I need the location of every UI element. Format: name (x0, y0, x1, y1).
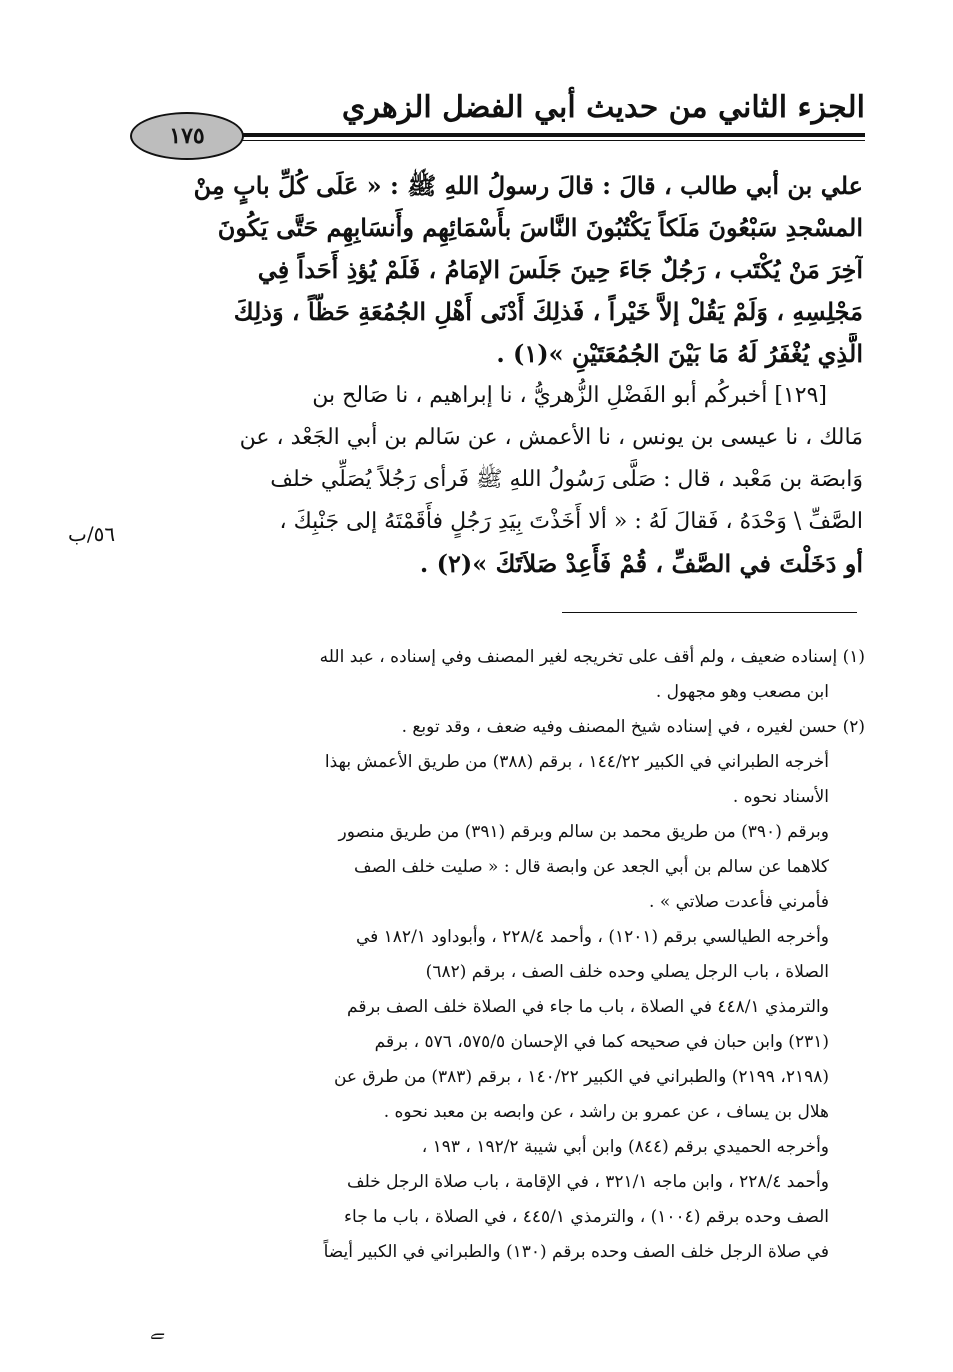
footnote-line: كلاهما عن سالم بن أبي الجعد عن وابصة قال : « صليت خلف الصف (353, 857, 829, 877)
footnote-divider (562, 612, 857, 613)
footnote-line: في صلاة الرجل خلف الصف وحده برقم (١٣٠) والطبراني في الكبير أيضاً (323, 1242, 829, 1262)
header-rule-thin (190, 140, 865, 141)
footnote-line: الصلاة ، باب الرجل يصلي وحده خلف الصف ، برقم (٦٨٢) (425, 962, 829, 982)
manuscript-folio-note: ٥٦/ب (68, 522, 116, 546)
running-title: الجزء الثاني من حديث أبي الفضل الزهري (341, 90, 865, 125)
footnote-line: والترمذي ٤٤٨/١ في الصلاة ، باب ما جاء في الصلاة خلف الصف برقم (347, 997, 829, 1017)
text-line: المسْجدِ سَبْعُونَ مَلَكاً يَكْتُبُونَ النَّاسَ بأَسْمَائِهِم وأَنسَابِهِم حَتَّى يَكُونَ (217, 213, 863, 242)
text-line: [١٢٩] أخبركُم أبو الفَضْلِ الزُّهريُّ ، نا إبراهيم ، نا صَالح بن (312, 383, 827, 408)
footnotes (150, 640, 865, 1270)
footnote-line: وأخرجه الحميدي برقم (٨٤٤) وابن أبي شيبة ١٩٢/٢ ، ١٩٣ ، (421, 1137, 829, 1157)
footnote-line: (٢١٩٨، ٢١٩٩) والطبراني في الكبير ١٤٠/٢٢ ، برقم (٣٨٣) من طرق عن (333, 1067, 829, 1087)
text-line: مَالك ، نا عيسى بن يونس ، نا الأعمش ، عن سَالم بن أبي الجَعْد ، عن (239, 425, 863, 450)
text-line: علي بن أبي طالب ، قالَ : قالَ رسولُ اللهِ ﷺ : « عَلَى كُلِّ بابٍ مِنْ (193, 171, 863, 200)
text-line: آخِرَ مَنْ يُكْتَب ، رَجُلٌ جَاءَ حِينَ جَلَسَ الإمَامُ ، فَلَمْ يُؤذِ أَحَداً فِي (257, 255, 863, 284)
text-line: وَابصَة بن مَعْبد ، قال : صَلَّى رَسُولُ اللهِ ﷺ فَرأى رَجُلاً يُصَلِّي خلف (270, 467, 863, 492)
footnote-line: أخرجه الطبراني في الكبير ١٤٤/٢٢ ، برقم (٣٨٨) من طريق الأعمش بهذا (324, 752, 829, 772)
text-line: أو دَخَلْتَ في الصَّفِّ ، قُمْ فَأَعِدْ صَلاَتَكَ »(٢) . (419, 549, 863, 578)
footnote-line: (٢٣١) وابن حبان في صحيحه كما في الإحسان ٥٧٥/٥، ٥٧٦ ، برقم (374, 1032, 829, 1052)
footnote-line: هلال بن يساف ، عن عمرو بن راشد ، عن وابصه بن معبد نحوه . (383, 1102, 829, 1122)
main-text (148, 165, 863, 585)
footnote-line: وأحمد ٢٢٨/٤ ، وابن ماجه ٣٢١/١ ، في الإقامة ، باب صلاة الرجل خلف (346, 1172, 829, 1192)
footnote-line: وبرقم (٣٩٠) من طريق محمد بن سالم وبرقم (٣٩١) من طريق منصور (338, 822, 829, 842)
footnote-line: الصف وحده برقم (١٠٠٤) ، والترمذي ٤٤٥/١ ، في الصلاة ، باب ما جاء (344, 1207, 829, 1227)
header-rule (190, 133, 865, 137)
footnote-line: (٢) حسن لغيره ، في إسناده شيخ المصنف وفيه ضعف ، وقد توبع . (401, 717, 865, 737)
page-header (130, 78, 865, 158)
text-line: الصَّفِّ \ وَحْدَهُ ، فَقالَ لَهُ : « ألا أَخَذْتَ بِيَدِ رَجُلٍ فأَقَمْتَهُ إلى جَنْبِكَ ، (279, 509, 863, 534)
footnote-line: الأسناد نحوه . (732, 787, 829, 807)
page-number-badge (130, 112, 244, 160)
catchword-mark: ﮯ (150, 1316, 164, 1340)
text-line: مَجْلِسِهِ ، وَلَمْ يَقُلْ إلاَّ خَيْراً ، فَذلِكَ أَدْنَى أَهْلِ الجُمُعَةِ حَظّاً ، وَذلِكَ (233, 297, 863, 326)
footnote-line: (١) إسناده ضعيف ، ولم أقف على تخريجه لغير المصنف وفي إسناده ، عبد الله (319, 647, 865, 667)
text-line: الَّذِي يُغْفَرُ لَهُ مَا بَيْنَ الجُمُعَتَيْنِ »(١) . (496, 339, 863, 368)
page-number: ١٧٥ (169, 123, 205, 149)
footnote-line: ابن مصعب وهو مجهول . (655, 682, 829, 702)
footnote-line: فأمرني فأعدت صلاتي » . (649, 892, 829, 912)
footnote-line: وأخرجه الطيالسي برقم (١٢٠١) ، وأحمد ٢٢٨/٤ ، وأبوداود ١٨٢/١ في (355, 927, 829, 947)
